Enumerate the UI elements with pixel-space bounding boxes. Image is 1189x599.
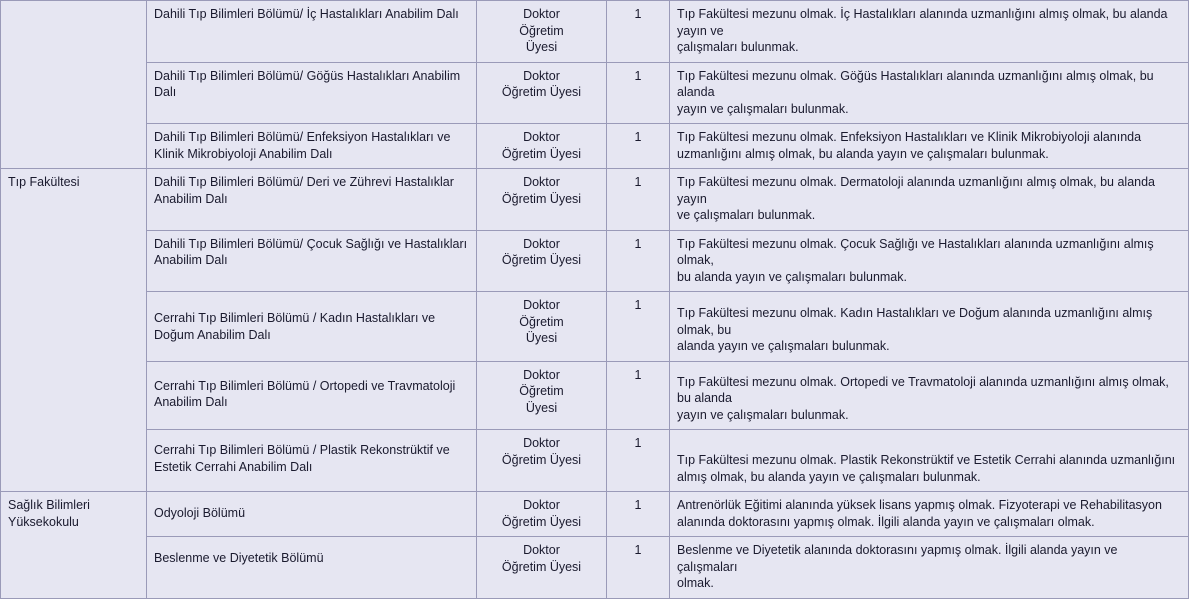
department-cell: Cerrahi Tıp Bilimleri Bölümü / Ortopedi ve Travmatoloji Anabilim Dalı [147, 361, 477, 430]
requirements-cell [670, 169, 1189, 231]
title-line: Doktor [523, 7, 560, 21]
faculty-cell: Tıp Fakültesi [1, 169, 147, 492]
title-line: Üyesi [525, 400, 558, 415]
title-cell [477, 292, 607, 362]
title-line: Doktor [523, 236, 560, 251]
count-cell: 1 [607, 1, 670, 63]
title-cell [477, 361, 607, 430]
count-cell: 1 [607, 230, 670, 292]
title-line: Doktor [523, 436, 560, 450]
requirement-line: almış olmak, bu alanda yayın ve çalışmaları bulunmak. [677, 469, 981, 484]
table-body [1, 1, 1189, 599]
requirement-line: Tıp Fakültesi mezunu olmak. Göğüs Hastalıkları alanında uzmanlığını almış olmak, bu alanda [677, 68, 1154, 99]
requirements-cell [670, 1, 1189, 63]
table-row [1, 1, 1189, 63]
requirements-cell [670, 230, 1189, 292]
requirement-line: olmak. [677, 576, 714, 590]
table-row [1, 124, 1189, 169]
title-cell [477, 537, 607, 599]
requirements-cell [670, 62, 1189, 124]
title-line: Öğretim Üyesi [501, 514, 582, 529]
count-cell: 1 [607, 124, 670, 169]
count-cell: 1 [607, 492, 670, 537]
title-line: Öğretim [519, 384, 564, 398]
title-cell [477, 430, 607, 492]
faculty-line: Sağlık Bilimleri Yüksekokulu [8, 498, 90, 529]
title-cell [477, 62, 607, 124]
title-line: Üyesi [525, 331, 558, 345]
requirement-line: yayın ve çalışmaları bulunmak. [677, 407, 849, 422]
title-line: Doktor [523, 543, 560, 557]
department-cell: Dahili Tıp Bilimleri Bölümü/ Enfeksiyon Hastalıkları ve Klinik Mikrobiyoloji Anabilim Dalı [147, 124, 477, 169]
requirement-line: çalışmaları bulunmak. [677, 40, 799, 54]
requirement-line: Tıp Fakültesi mezunu olmak. İç Hastalıkları alanında uzmanlığını almış olmak, bu alanda yayın ve [677, 7, 1168, 38]
requirement-line: uzmanlığını almış olmak, bu alanda yayın ve çalışmaları bulunmak. [677, 146, 1049, 161]
table-row [1, 292, 1189, 362]
requirement-line: Tıp Fakültesi mezunu olmak. Çocuk Sağlığı ve Hastalıkları alanında uzmanlığını almış olmak, [677, 236, 1154, 267]
title-line: Öğretim [519, 314, 564, 329]
department-cell: Dahili Tıp Bilimleri Bölümü/ Göğüs Hastalıkları Anabilim Dalı [147, 62, 477, 124]
requirements-cell [670, 124, 1189, 169]
table-row [1, 430, 1189, 492]
requirement-line: bu alanda yayın ve çalışmaları bulunmak. [677, 269, 907, 284]
requirement-line: Tıp Fakültesi mezunu olmak. Ortopedi ve Travmatoloji alanında uzmanlığını almış olmak, bu alanda [677, 374, 1169, 405]
title-cell [477, 1, 607, 63]
title-line: Öğretim [519, 23, 564, 38]
title-line: Doktor [523, 498, 560, 512]
requirements-cell [670, 492, 1189, 537]
title-cell [477, 492, 607, 537]
title-cell [477, 124, 607, 169]
department-cell: Cerrahi Tıp Bilimleri Bölümü / Plastik Rekonstrüktif ve Estetik Cerrahi Anabilim Dalı [147, 430, 477, 492]
requirements-cell [670, 361, 1189, 430]
title-line: Üyesi [525, 40, 558, 54]
department-cell: Dahili Tıp Bilimleri Bölümü/ İç Hastalıkları Anabilim Dalı [147, 1, 477, 63]
title-line: Öğretim Üyesi [501, 146, 582, 161]
requirement-line: Tıp Fakültesi mezunu olmak. Dermatoloji alanında uzmanlığını almış olmak, bu alanda yayın [677, 175, 1156, 206]
title-line: Öğretim Üyesi [501, 191, 582, 206]
requirements-cell [670, 537, 1189, 599]
title-line: Öğretim Üyesi [501, 253, 582, 267]
title-line: Doktor [523, 367, 560, 382]
table-row [1, 169, 1189, 231]
requirements-cell [670, 430, 1189, 492]
table-row [1, 537, 1189, 599]
count-cell: 1 [607, 430, 670, 492]
requirement-line: ve çalışmaları bulunmak. [677, 208, 816, 222]
title-line: Doktor [523, 298, 560, 312]
department-cell: Odyoloji Bölümü [147, 492, 477, 537]
faculty-cell [1, 1, 147, 169]
department-cell: Dahili Tıp Bilimleri Bölümü/ Çocuk Sağlığı ve Hastalıkları Anabilim Dalı [147, 230, 477, 292]
faculty-cell [1, 492, 147, 599]
count-cell: 1 [607, 292, 670, 362]
requirement-line: Tıp Fakültesi mezunu olmak. Enfeksiyon Hastalıkları ve Klinik Mikrobiyoloji alanında [677, 130, 1142, 144]
table-row [1, 492, 1189, 537]
title-line: Doktor [523, 175, 560, 189]
requirement-line: alanında doktorasını yapmış olmak. İlgili alanda yayın ve çalışmaları olmak. [677, 514, 1095, 529]
requirement-line: Antrenörlük Eğitimi alanında yüksek lisans yapmış olmak. Fizyoterapi ve Rehabilitasyon [677, 498, 1162, 512]
title-line: Öğretim Üyesi [501, 85, 582, 99]
title-cell [477, 230, 607, 292]
title-line: Doktor [523, 68, 560, 83]
table-row [1, 361, 1189, 430]
requirement-line: yayın ve çalışmaları bulunmak. [677, 101, 849, 116]
count-cell: 1 [607, 537, 670, 599]
department-cell: Cerrahi Tıp Bilimleri Bölümü / Kadın Hastalıkları ve Doğum Anabilim Dalı [147, 292, 477, 362]
count-cell: 1 [607, 169, 670, 231]
table-row [1, 230, 1189, 292]
department-cell: Beslenme ve Diyetetik Bölümü [147, 537, 477, 599]
title-line: Doktor [523, 130, 560, 144]
count-cell: 1 [607, 361, 670, 430]
requirement-line: Tıp Fakültesi mezunu olmak. Plastik Rekonstrüktif ve Estetik Cerrahi alanında uzmanlığını [677, 453, 1176, 467]
count-cell: 1 [607, 62, 670, 124]
title-line: Öğretim Üyesi [501, 452, 582, 467]
title-line: Öğretim Üyesi [501, 559, 582, 574]
title-cell [477, 169, 607, 231]
requirement-line: Beslenme ve Diyetetik alanında doktorasını yapmış olmak. İlgili alanda yayın ve çalışmaları [677, 543, 1118, 574]
requirement-line: Tıp Fakültesi mezunu olmak. Kadın Hastalıkları ve Doğum alanında uzmanlığını almış olmak, bu [677, 306, 1153, 337]
department-cell: Dahili Tıp Bilimleri Bölümü/ Deri ve Zührevi Hastalıklar Anabilim Dalı [147, 169, 477, 231]
table-row [1, 62, 1189, 124]
requirement-line: alanda yayın ve çalışmaları bulunmak. [677, 339, 890, 353]
requirements-cell [670, 292, 1189, 362]
